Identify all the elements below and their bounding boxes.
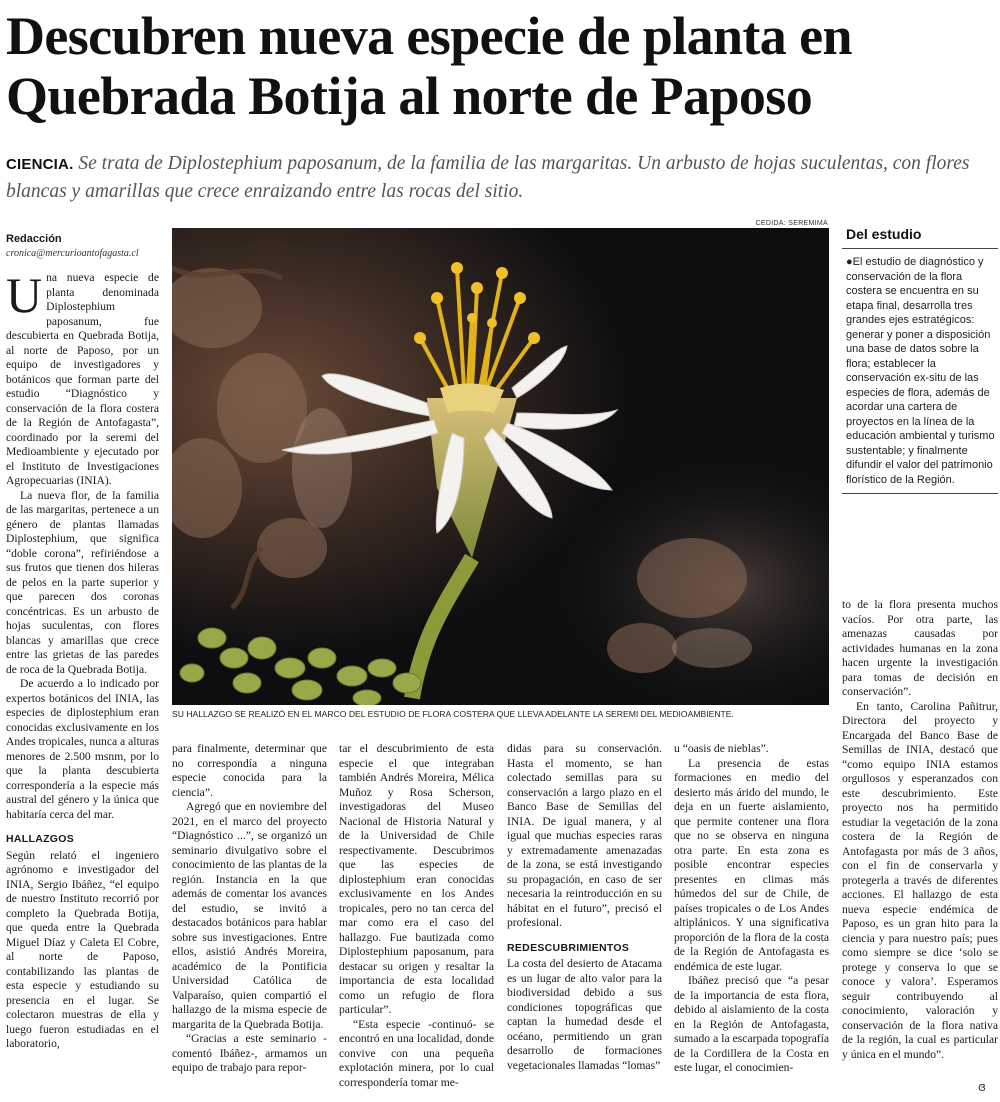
article-paragraph: “Esta especie -continuó- se encontró en una localidad, donde convive con una pequeña explotación minera, por lo cual correspondería tomar me- xyxy=(339,1017,494,1089)
drop-cap: U xyxy=(6,267,43,323)
byline-email: cronica@mercurioantofagasta.cl xyxy=(6,247,139,259)
article-paragraph: La nueva flor, de la familia de las margaritas, pertenece a un género de plantas llamadas Diplostephium, que significa “doble corona”, refiriéndose a sus frutos que tienen dos hileras de pelos en la parte superior y que parecen dos coronas concéntricas. Es un arbusto de hojas suculentas, con flores blancas y amarillas que crece entre las grietas de las paredes de roca de la Quebrada Botija. xyxy=(6,488,159,676)
byline-author: Redacción xyxy=(6,233,62,245)
photo-credit: CEDIDA: SEREMIMA xyxy=(755,220,828,227)
article-paragraph: “Gracias a este seminario -comentó Ibáñez-, armamos un equipo de trabajo para repor- xyxy=(172,1032,327,1074)
flower-photo xyxy=(172,228,829,705)
article-paragraph: La presencia de estas formaciones en medio del desierto más árido del mundo, le deja en un fuerte aislamiento, que permite contener una flora que no se observa en ninguna otra parte. En esta zona es posible encontrar especies presentes en climas más húmedos del sur de Chile, de países tropicales o de Los Andes altiplánicos. Y una significativa proporción de la flora de la costa de la Región de Antofagasta es endémica de este lugar. xyxy=(674,756,829,973)
article-column-1 xyxy=(6,232,159,1098)
article-column-2 xyxy=(172,742,327,1098)
subheading-hallazgos: HALLAZGOS xyxy=(6,833,75,845)
article-column-4 xyxy=(507,742,662,1098)
article-paragraph: En tanto, Carolina Pañitrur, Directora del proyecto y Encargada del Banco Base de Semillas de INIA, destacó que “como equipo INIA estamos orgullosos y esperanzados con este descubrimiento. Este proyecto nos ha permitido estudiar la vegetación de la zona costera de la Región de Antofagasta por más de 3 años, con el fin de conservarla y protegerla a través de diferentes acciones. El hallazgo de esta nueva especie endémica de Paposo, es un gran hito para la ciencia y para nuestro país; pues como siempre se dice ‘solo se protege y conserva lo que se conoce y valora’. Esperamos seguir contribuyendo al conocimiento, valoración y conservación de la flora nativa de la región, la cual es particular y única en el mundo”. xyxy=(842,699,998,1061)
sidebar-body: ●El estudio de diagnóstico y conservación de la flora costera se encuentra en su etapa final, desarrolla tres grandes ejes estratégicos: generar y poner a disposición una base de datos sobre la flora; establecer la conservación ex-situ de las especies de flora, además de acordar una cartera de proyectos en la línea de la educación ambiental y turismo sustentable; y finalmente difundir el valor del patrimonio florístico de la Región. xyxy=(842,255,998,494)
article-paragraph: u “oasis de nieblas”. xyxy=(674,742,769,755)
article-paragraph: Una nueva especie de planta denominada Diplostephium paposanum, fue descubierta en Quebrada Botija, al norte de Paposo, por un equipo de investigadores y botánicos que forman parte del estudio “Diagnóstico y conservación de la flora costera de la Región de Antofagasta”, coordinado por la seremi del Medioambiente y ejecutado por el Instituto de Investigaciones Agropecuarias (INIA). xyxy=(6,267,159,487)
photo-caption: SU HALLAZGO SE REALIZÓ EN EL MARCO DEL ESTUDIO DE FLORA COSTERA QUE LLEVA ADELANTE LA SEREMI DEL MEDIOAMBIENTE. xyxy=(172,709,734,719)
article-paragraph: La costa del desierto de Atacama es un lugar de alto valor para la biodiversidad debido a sus condiciones topográficas que captan la humedad desde el océano, permitiendo un gran desarrollo de formaciones vegetacionales llamadas “lomas” xyxy=(507,957,662,1072)
article-paragraph: tar el descubrimiento de esta especie el que integraban también Andrés Moreira, Mélica Muñoz y Rosa Scherson, investigadoras del Museo Nacional de Historia Natural y de la Universidad de Chile respectivamente. Descubrimos que las especies de diplostephium eran conocidas exclusivamente en los Andes tropicales, pero no tan cerca del mar como era el caso del hallazgo. Fue bautizada como Diplostephium paposanum, para destacar su origen y resaltar la importancia de esta localidad como un refugio de flora particular”. xyxy=(339,742,494,1016)
section-kicker: CIENCIA. xyxy=(6,156,74,173)
article-paragraph: De acuerdo a lo indicado por expertos botánicos del INIA, las especies de diplostephium eran conocidas exclusivamente en los Andes tropicales, nunca a alturas menores de 2.500 msnm, por lo que la planta descubierta correspondería a la especie más austral del género y la única que habitaría cerca del mar. xyxy=(6,677,159,821)
article-paragraph: to de la flora presenta muchos vacíos. Por otra parte, las amenazas causadas por actividades humanas en la zona hacen urgente la investigación para tomas de decisión en conservación”. xyxy=(842,598,998,698)
headline: Descubren nueva especie de planta en Quebrada Botija al norte de Paposo xyxy=(6,6,852,126)
article-column-6 xyxy=(842,598,998,1098)
sidebar-del-estudio xyxy=(842,226,998,494)
deck-text: Se trata de Diplostephium paposanum, de la familia de las margaritas. Un arbusto de hojas suculentas, con flores blancas y amarillas que crece enraizando entre las rocas del sitio. xyxy=(6,153,970,202)
end-mark: ɞ xyxy=(978,1080,986,1094)
article-paragraph: para finalmente, determinar que no correspondía a ninguna especie conocida para la ciencia”. xyxy=(172,742,327,799)
article-column-5 xyxy=(674,742,829,1098)
article-paragraph: Ibáñez precisó que “a pesar de la importancia de esta flora, debido al aislamiento de la costa en la Región de Antofagasta, sumado a la escarpada topografía de la Cordillera de la Costa en este lugar, el conocimien- xyxy=(674,974,829,1074)
deck xyxy=(6,150,996,205)
article-paragraph: Agregó que en noviembre del 2021, en el marco del proyecto “Diagnóstico ...”, se organizó un seminario divulgativo sobre el conocimiento de las plantas de la región. Instancia en la que además de comentar los avances del estudio, se invitó a destacados botánicos para hablar sobre sus investigaciones. Entre ellos, asistió Andrés Moreira, académico de la Pontificia Universidad Católica de Valparaíso, quien compartió el hallazgo de la misma especie de margarita de la Quebrada Botija. xyxy=(172,800,327,1031)
article-column-3 xyxy=(339,742,494,1098)
article-paragraph: didas para su conservación. Hasta el momento, se han colectado semillas para su conservación a largo plazo en el Banco Base de Semillas del INIA. De igual manera, y al igual que muchas especies raras y extremadamente amenazadas de la zona, se está investigando su propagación, en caso de ser necesaria la reintroducción en su hábitat en el futuro”, precisó el profesional. xyxy=(507,742,662,929)
subheading-redescubrimientos: REDESCUBRIMIENTOS xyxy=(507,941,630,954)
article-paragraph: Según relató el ingeniero agrónomo e investigador del INIA, Sergio Ibáñez, “el equipo de nuestro Instituto recorrió por completo la Quebrada Botija, que queda entre la Quebrada Miguel Díaz y Caleta El Cobre, al norte de Paposo, contabilizando las plantas de esta especie y estudiando su presencia en el lugar. Se colectaron muestras de ella y luego fueron estudiadas en el laboratorio, xyxy=(6,848,159,1050)
sidebar-title: Del estudio xyxy=(842,226,998,249)
